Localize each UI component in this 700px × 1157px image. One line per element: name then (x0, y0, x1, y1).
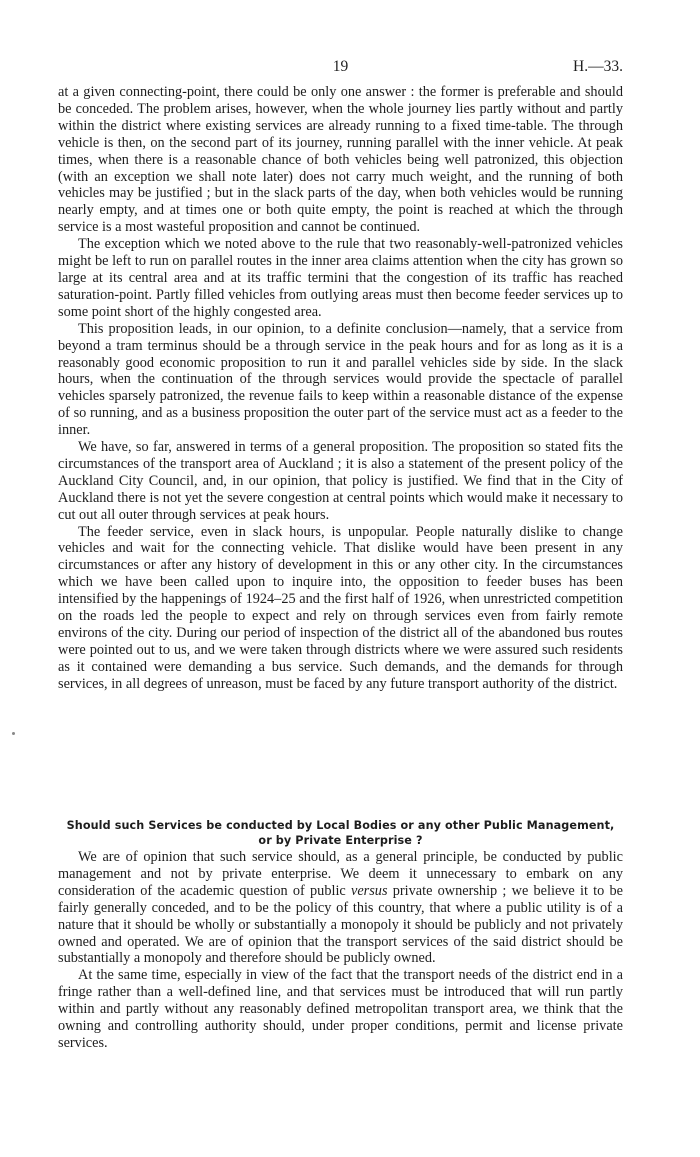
text-run: private ownership ; we believe it to be fairly generally conceded, and to be the policy of this country, that where a public utility is of a nature that it should be wholly or substantially a monopoly it should be publicly and not privately owned and operated. We are of opinion that the transport services of the said district should be substantially a monopoly and therefore should be publicly owned. (58, 882, 623, 967)
paragraph: at a given connecting-point, there could be only one answer : the former is preferable and should be conceded. The problem arises, however, when the whole journey lies partly without and partly within the district where existing services are already running to a fixed time-table. The through vehicle is then, on the second part of its journey, running parallel with the inner vehicle. At peak times, when there is a reasonable chance of both vehicles being well patronized, this objection (with an exception we shall note later) does not carry much weight, and the running of both vehicles may be justified ; but in the slack parts of the day, when both vehicles would be running nearly empty, and at times one or both quite empty, the point is reached at which the through service is a most wasteful proposition and cannot be continued. (58, 84, 623, 236)
paragraph: The exception which we noted above to the rule that two reasonably-well-patronized vehicles might be left to run on parallel routes in the inner area claims attention when the city has grown so large at its central area and at its traffic termini that the congestion of its traffic has reached saturation-point. Partly filled vehicles from outlying areas must then become feeder services up to some point short of the highly congested area. (58, 236, 623, 320)
section-heading: Should such Services be conducted by Local Bodies or any other Public Management, or by Private Enterprise ? (66, 819, 615, 847)
section-text (58, 849, 623, 1052)
document-reference: H.—33. (573, 58, 623, 75)
italic-text: versus (350, 882, 388, 899)
paragraph: At the same time, especially in view of the fact that the transport needs of the district end in a fringe rather than a well-defined line, and that services must be introduced that will run partly within and partly without any reasonably defined metropolitan transport area, we think that the owning and controlling authority should, under proper conditions, permit and license private services. (58, 967, 623, 1051)
paragraph: We have, so far, answered in terms of a general proposition. The proposition so stated fits the circumstances of the transport area of Auckland ; it is also a statement of the present policy of the Auckland City Council, and, in our opinion, that policy is justified. We find that in the City of Auckland there is not yet the severe congestion at central points which would make it necessary to cut out all outer through services at peak hours. (58, 439, 623, 523)
paragraph: This proposition leads, in our opinion, to a definite conclusion—namely, that a service from beyond a tram terminus should be a through service in the peak hours and for as long as it is a reasonably good economic proposition to run it and parallel vehicles side by side. In the slack hours, when the continuation of the through services would provide the spectacle of parallel vehicles sparsely patronized, the revenue fails to keep within a reasonable distance of the expense of so running, and as a business proposition the outer part of the service must act as a feeder to the inner. (58, 320, 623, 439)
body-text (58, 84, 623, 693)
paragraph: The feeder service, even in slack hours, is unpopular. People naturally dislike to change vehicles and wait for the connecting vehicle. That dislike would have been present in any circumstances or after any history of development in this or any other city. In the circumstances which we have been called upon to inquire into, the opposition to feeder buses has been intensified by the happenings of 1924–25 and the first half of 1926, when unrestricted competition on the roads led the people to expect and rely on through services even from fairly remote environs of the city. During our period of inspection of the district all of the abandoned bus routes were pointed out to us, and we were taken through districts where we were assured such residents as it contained were demanding a bus service. Such demands, and the demands for through services, in all degrees of unreason, must be faced by any future transport authority of the district. (58, 523, 623, 692)
text-run: We are of opinion that such service should, as a general principle, be conducted by public management and not by private enterprise. We deem it unnecessary to embark on any consideration of the academic question of public (58, 849, 623, 899)
margin-mark (12, 732, 15, 735)
page-header (58, 58, 623, 78)
page-number: 19 (332, 58, 349, 75)
paragraph (58, 849, 623, 967)
